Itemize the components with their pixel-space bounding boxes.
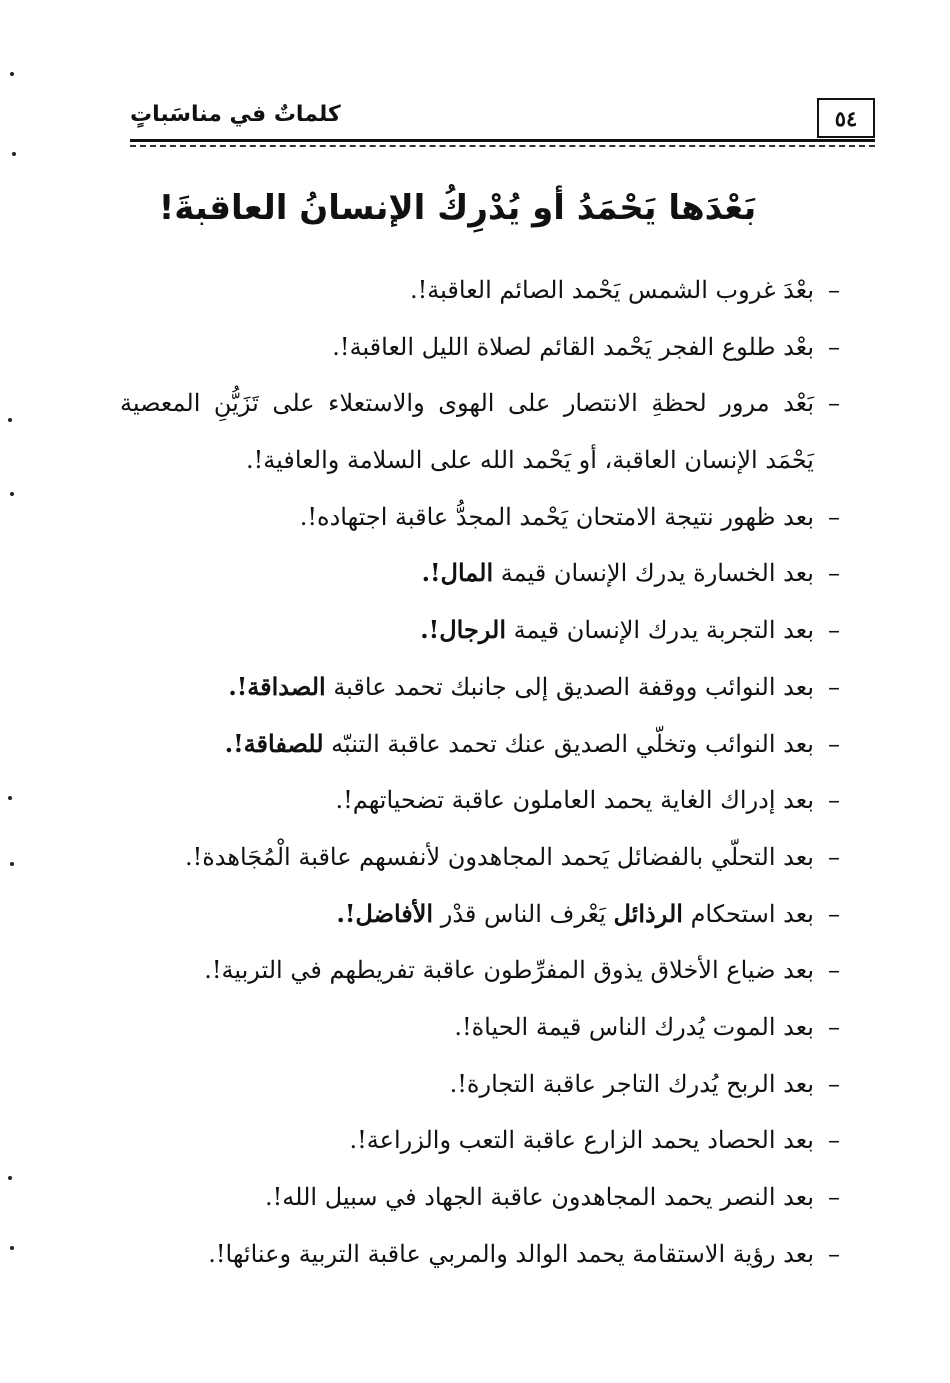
list-item-text: بعد ظهور نتيجة الامتحان يَحْمد المجدُّ عاقبة اجتهاده!. xyxy=(299,502,814,531)
list-dash: – xyxy=(828,502,840,531)
list-dash: – xyxy=(828,899,840,928)
list-dash: – xyxy=(828,1239,840,1268)
list-dash: – xyxy=(828,389,840,418)
header-rule-thick xyxy=(130,139,875,142)
list-item xyxy=(120,383,840,440)
list-dash: – xyxy=(828,672,840,701)
list-dash: – xyxy=(828,559,840,588)
list-item-text: بعْدَ غروب الشمس يَحْمد الصائم العاقبة!. xyxy=(410,276,814,304)
statement-list xyxy=(120,270,840,1290)
scan-speck xyxy=(10,492,14,496)
list-item-text: بعد النوائب ووقفة الصديق إلى جانبك تحمد عاقبة xyxy=(325,672,814,701)
list-item-text: يَحْمَد الإنسان العاقبة، أو يَحْمد الله على السلامة والعافية!. xyxy=(246,446,814,475)
list-item-text: بعد الربح يُدرك التاجر عاقبة التجارة!. xyxy=(449,1069,814,1098)
list-dash: – xyxy=(828,616,840,645)
list-item xyxy=(120,553,840,610)
scan-speck xyxy=(8,1176,12,1180)
list-dash: – xyxy=(828,956,840,985)
list-item xyxy=(120,1234,840,1291)
emphasis: الأفاضل xyxy=(355,898,434,928)
scan-speck xyxy=(10,1246,14,1250)
list-item-continuation xyxy=(120,440,840,497)
list-item-text: بعد التحلّي بالفضائل يَحمد المجاهدون لأنفسهم عاقبة الْمُجَاهدة!. xyxy=(184,842,814,871)
emphasis: المال xyxy=(440,558,494,588)
list-item-text: يَعْرف الناس قدْر xyxy=(433,899,614,928)
emphasis: الرذائل xyxy=(613,898,683,928)
list-dash: – xyxy=(828,842,840,871)
list-dash: – xyxy=(828,786,840,815)
list-dash: – xyxy=(828,332,840,361)
page-header xyxy=(130,98,875,140)
list-item xyxy=(120,837,840,894)
list-item-text: بعد رؤية الاستقامة يحمد الوالد والمربي عاقبة التربية وعنائها!. xyxy=(208,1239,814,1268)
list-item-text: بعد الحصاد يحمد الزارع عاقبة التعب والزراعة!. xyxy=(349,1126,814,1155)
scan-speck xyxy=(12,152,16,156)
scan-speck xyxy=(8,418,12,422)
list-item-ending: !. xyxy=(336,898,356,928)
list-item-text: بعد الموت يُدرك الناس قيمة الحياة!. xyxy=(454,1012,814,1041)
list-dash: – xyxy=(828,1012,840,1041)
list-item xyxy=(120,894,840,951)
list-dash: – xyxy=(828,276,840,304)
list-item xyxy=(120,327,840,384)
list-item-ending: !. xyxy=(421,558,441,588)
list-item-text: بعد إدراك الغاية يحمد العاملون عاقبة تضحياتهم!. xyxy=(335,786,814,815)
list-dash: – xyxy=(828,1126,840,1155)
list-item-text: بَعْد مرور لحظةِ الانتصار على الهوى والاستعلاء على تَزَيُّنِ المعصية xyxy=(120,389,814,418)
scan-speck xyxy=(10,862,14,866)
emphasis: الرجال xyxy=(439,615,506,645)
list-item xyxy=(120,1007,840,1064)
list-item xyxy=(120,270,840,327)
emphasis: الصداقة xyxy=(247,671,326,701)
running-title: كلماتٌ في مناسَباتٍ xyxy=(130,102,341,127)
section-heading: بَعْدَها يَحْمَدُ أو يُدْرِكُ الإنسانُ العاقبةَ! xyxy=(158,188,757,228)
list-item xyxy=(120,780,840,837)
list-item xyxy=(120,950,840,1007)
list-item-text: بعد التجربة يدرك الإنسان قيمة xyxy=(506,616,814,645)
list-item xyxy=(120,497,840,554)
list-item xyxy=(120,724,840,781)
list-dash: – xyxy=(828,1183,840,1211)
list-item-ending: !. xyxy=(420,615,440,645)
list-dash: – xyxy=(828,729,840,758)
header-rule-dashed xyxy=(130,145,875,147)
list-dash: – xyxy=(828,1069,840,1098)
list-item-text: بعْد طلوع الفجر يَحْمد القائم لصلاة الليل العاقبة!. xyxy=(332,332,814,361)
list-item-ending: !. xyxy=(228,671,248,701)
list-item xyxy=(120,610,840,667)
list-item xyxy=(120,667,840,724)
list-item-text: بعد ضياع الأخلاق يذوق المفرِّطون عاقبة تفريطهم في التربية!. xyxy=(204,956,814,985)
scan-speck xyxy=(8,796,12,800)
list-item xyxy=(120,1064,840,1121)
list-item-text: بعد استحكام xyxy=(682,899,814,928)
page-number: ٥٤ xyxy=(817,98,875,138)
list-item-ending: !. xyxy=(224,728,244,758)
emphasis: للصفاقة xyxy=(243,728,324,758)
list-item-text: بعد الخسارة يدرك الإنسان قيمة xyxy=(493,559,814,588)
list-item xyxy=(120,1120,840,1177)
scan-speck xyxy=(10,72,14,76)
list-item xyxy=(120,1177,840,1234)
list-item-text: بعد النوائب وتخلّي الصديق عنك تحمد عاقبة التنبّه xyxy=(323,729,814,758)
list-item-text: بعد النصر يحمد المجاهدون عاقبة الجهاد في سبيل الله!. xyxy=(265,1183,814,1211)
